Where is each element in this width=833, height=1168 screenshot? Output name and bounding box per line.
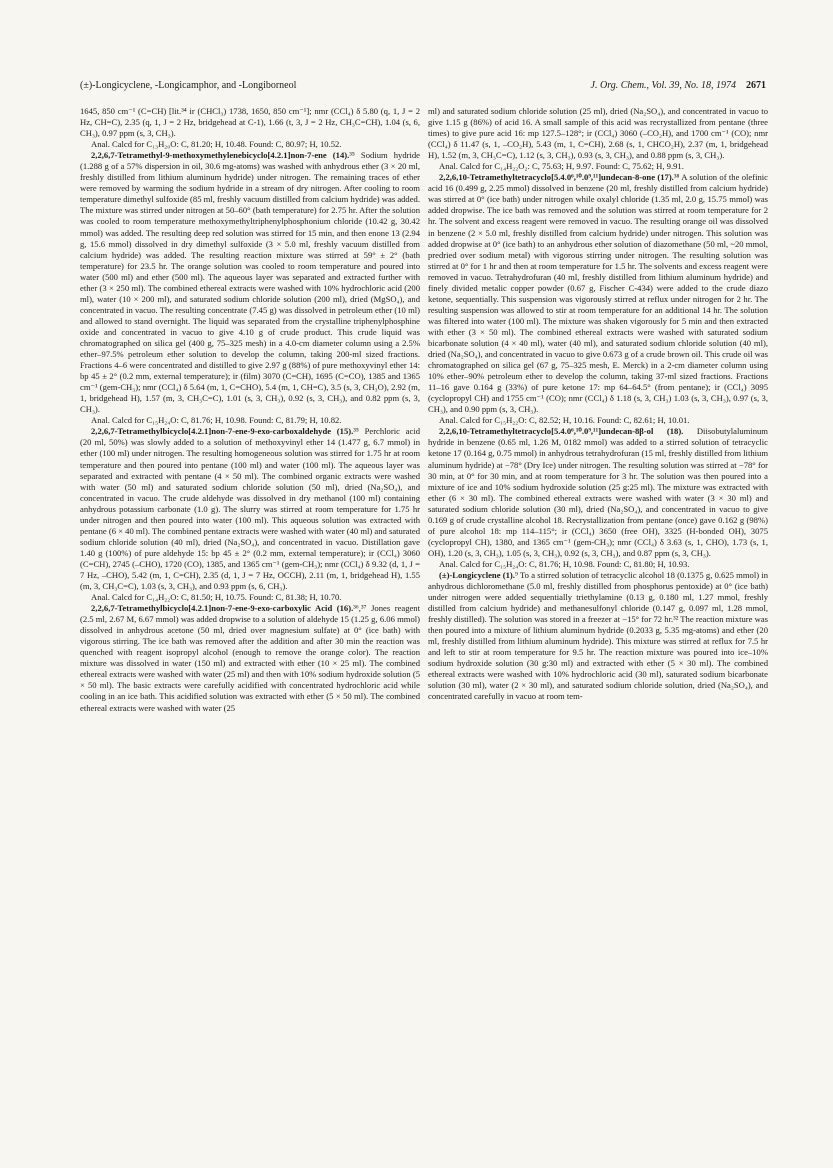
compound-heading: 2,2,6,10-Tetramethyltetracyclo[5.4.0⁶,¹⁰.0⁹,¹¹]undecan-8β-ol (18).	[439, 426, 684, 437]
journal-citation	[591, 78, 766, 94]
left-column	[80, 106, 420, 1136]
right-procedure-paragraph	[428, 570, 768, 703]
right-continued-paragraph: ml) and saturated sodium chloride solution (25 ml), dried (Na₂SO₄), and concentrated in vacuo to give 1.15 g (86%) of acid 16. A small sample of this acid was recrystallized from pentane (three times) to give pure acid 16: mp 127.5–128°; ir (CCl₄) 3060 (–CO₂H), and 1700 cm⁻¹ (CO); nmr (CCl₄) δ 11.47 (s, 1, –CO₂H), 5.43 (m, 1, C=CH), 2.68 (s, 1, CHCO₂H), 2.37 (m, 1, bridgehead H), 1.52 (m, 3, CH₃C=C), 1.12 (s, 3, CH₃), 0.93 (s, 3, CH₃), and 0.88 ppm (s, 3, CH₃).	[428, 106, 768, 161]
left-procedure-paragraph	[80, 150, 420, 415]
procedure-text: ³⁵ Perchloric acid (20 ml, 50%) was slowly added to a solution of methoxyvinyl ether 14 (1.477 g, 6.7 mmol) in ether (100 ml) under nitrogen. The resulting homogeneous solution was stirred for 1.75 hr at room temperature and then poured into pentane (100 ml) and water (100 ml). The aqueous layer was separated and extracted with pentane (4 × 50 ml). The combined organic extracts were washed with water (50 ml) and saturated sodium chloride solution (50 ml), dried (Na₂SO₄), and concentrated in vacuo. The crude aldehyde was dissolved in dry methanol (100 ml) containing anhydrous potassium carbonate (1.0 g). The slurry was stirred at room temperature for 1.75 hr under nitrogen and then poured into water (100 ml). This aqueous solution was extracted with pentane (6 × 40 ml). The combined pentane extracts were washed with water (40 ml) and saturated sodium chloride solution (40 ml), dried (Na₂SO₄), and concentrated in vacuo. Distillation gave 1.40 g (100%) of pure aldehyde 15: bp 45 ± 2° (0.2 mm, external temperature); ir (CCl₄) 3060 (C=CH), 2745 (–CHO), 1720 (CO), 1385, and 1365 cm⁻¹ (gem-CH₃); nmr (CCl₄) δ 9.32 (d, 1, J = 7 Hz, –CHO), 5.42 (m, 1, C=CH), 2.35 (d, 1, J = 7 Hz, OCCH), 2.11 (m, 1, bridgehead H), 1.55 (m, 3, CH₃C=C), 1.03 (s, 3, CH₃), and 0.93 ppm (s, 6, CH₃).	[80, 426, 420, 592]
journal-name: J. Org. Chem., Vol. 39, No. 18, 1974	[590, 80, 736, 91]
page-number: 2671	[746, 80, 766, 91]
running-title: (±)-Longicyclene, -Longicamphor, and -Longiborneol	[80, 80, 297, 91]
procedure-text: ³⁵ Sodium hydride (1.288 g of a 57% dispersion in oil, 30.6 mg-atoms) was washed with anhydrous ether (3 × 20 ml, freshly distilled from lithium aluminum hydride) under nitrogen. The remaining traces of ether were removed by warming the sodium hydride in a stream of dry nitrogen. After cooling to room temperature dimethyl sulfoxide (85 ml, freshly vacuum distilled from calcium hydride) was added. The mixture was stirred under nitrogen at 50–60° (bath temperature) for 2.75 hr. After the solution was cooled to room temperature methoxymethyltriphenylphosphonium chloride (10.42 g, 30.42 mmol) was added. The resulting deep red solution was stirred for 15 min, and then enone 13 (2.94 g, 15.6 mmol) dissolved in dry dimethyl sulfoxide (3 × 5.0 ml, freshly vacuum distilled from calcium hydride) was added. The resulting reaction mixture was stirred at 59° ± 2° (bath temperature) for 23.5 hr. The orange solution was cooled to room temperature and poured into water (500 ml) and ether (500 ml). The aqueous layer was separated and extracted further with ether (3 × 250 ml). The combined ethereal extracts were washed with 10% hydrochloric acid (200 ml), water (10 × 200 ml), and saturated sodium chloride solution (200 ml), dried (MgSO₄), and concentrated in vacuo. The resulting concentrate (7.45 g) was dissolved in petroleum ether (10 ml) and allowed to stand overnight. The liquid was separated from the crystalline triphenylphosphine oxide and concentrated in vacuo to give 4.10 g of crude product. This crude liquid was chromatographed on silica gel (400 g, 75–325 mesh) in a 4.0-cm diameter column using a 2.5% ether–97.5% petroleum ether solution to develop the column, taking 200-ml sized fractions. Fractions 4–6 were concentrated and distilled to give 2.97 g (88%) of pure methoxyvinyl ether 14: bp 45 ± 2° (0.2 mm, external temperature); ir (film) 3070 (C=CH), 1695 (C=CO), 1385 and 1365 cm⁻¹ (gem-CH₃); nmr (CCl₄) δ 5.64 (m, 1, C=CHO), 5.4 (m, 1, CH=C), 3.5 (s, 3, CH₃O), 2.92 (m, 1, bridgehead H), 1.57 (m, 3, CH₃C=C), 1.01 (s, 3, CH₃), 0.92 (s, 3, CH₃), and 0.82 ppm (s, 3, CH₃).	[80, 150, 420, 415]
left-procedure-paragraph	[80, 603, 420, 713]
compound-heading: 2,2,6,7-Tetramethylbicyclo[4.2.1]non-7-ene-9-exo-carboxylic Acid (16).	[91, 603, 354, 614]
right-analysis-paragraph: Anal. Calcd for C₁₄H₂₂O₂: C, 75.63; H, 9.97. Found: C, 75.62; H, 9.91.	[439, 161, 684, 172]
running-header	[80, 78, 766, 94]
left-procedure-paragraph	[80, 426, 420, 592]
compound-heading: 2,2,6,10-Tetramethyltetracyclo[5.4.0⁶,¹⁰.0⁹,¹¹]undecan-8-one (17).	[439, 172, 674, 183]
procedure-text: ⁹ To a stirred solution of tetracyclic alcohol 18 (0.1375 g, 0.625 mmol) in anhydrous dichloromethane (5.0 ml, freshly distilled from phosphorus pentoxide) at 0° (ice bath) under nitrogen were added sequentially triethylamine (0.13 g, 0.180 ml, 1.27 mmol, freshly distilled from calcium hydride) and methanesulfonyl chloride (0.147 g, 0.097 ml, 1.28 mmol, freshly distilled). The solution was stored in a freezer at −15° for 72 hr.³² The reaction mixture was then poured into a mixture of lithium aluminum hydride (0.2033 g, 5.35 mg-atoms) and ether (20 ml, freshly distilled from lithium aluminum hydride). This mixture was stirred at reflux for 7.5 hr and left to stir at room temperature for 9.5 hr. The reaction mixture was poured into ice–10% sodium hydroxide solution (30 g:30 ml) and extracted with ether (5 × 30 ml). The combined ethereal extracts were washed with 10% hydrochloric acid (30 ml), saturated sodium bicarbonate solution (30 ml), water (2 × 30 ml), and saturated sodium chloride solution, dried (Na₂SO₄), and concentrated carefully in vacuo at room tem-	[428, 569, 768, 702]
compound-heading: (±)-Longicyclene (1).	[439, 569, 515, 580]
compound-heading: 2,2,6,7-Tetramethyl-9-methoxymethylenebicyclo[4.2.1]non-7-ene (14).	[91, 150, 350, 161]
left-analysis-paragraph: Anal. Calcd for C₁₃H₂₀O: C, 81.20; H, 10.48. Found: C, 80.97; H, 10.52.	[91, 139, 342, 150]
right-analysis-paragraph: Anal. Calcd for C₁₅H₂₂O: C, 82.52; H, 10.16. Found: C, 82.61; H, 10.01.	[439, 415, 690, 426]
procedure-text: Diisobutylaluminum hydride in benzene (0.65 ml, 1.26 M, 0182 mmol) was added to a stirred solution of tetracyclic ketone 17 (0.164 g, 0.75 mmol) in anhydrous tetrahydrofuran (15 ml, freshly distilled from lithium aluminum hydride) at −78° (Dry Ice) under nitrogen. The resulting solution was stirred at −78° for 30 min, at 0° for 30 min, and at room temperature for 3 hr. The solution was then poured into a mixture of ice and 10% sodium hydroxide solution (25 g:25 ml). The mixture was extracted with ether (6 × 30 ml). The combined ethereal extracts were washed with water (3 × 30 ml) and saturated sodium chloride solution (30 ml), dried (Na₂SO₄), and concentrated in vacuo to give 0.169 g of crude crystalline alcohol 18. Recrystallization from pentane (once) gave 0.162 g (98%) of pure alcohol 18: mp 114–115°; ir (CCl₄) 3650 (free OH), 3325 (H-bonded OH), 3075 (cyclopropyl CH), 1380, and 1365 cm⁻¹ (gem-CH₃); nmr (CCl₄) δ 3.63 (s, 1, CHO), 1.73 (s, 1, OH), 1.20 (s, 3, CH₃), 1.05 (s, 3, CH₃), 0.92 (s, 3, CH₃), and 0.87 ppm (s, 3, CH₃).	[428, 426, 768, 558]
left-analysis-paragraph: Anal. Calcd for C₁₅H₂₄O: C, 81.76; H, 10.98. Found: C, 81.79; H, 10.82.	[91, 415, 342, 426]
left-continued-paragraph: 1645, 850 cm⁻¹ (C=CH) [lit.³⁴ ir (CHCl₃) 1738, 1650, 850 cm⁻¹]; nmr (CCl₄) δ 5.80 (q, 1, J = 2 Hz, CH=C), 2.35 (q, 1, J = 2 Hz, bridgehead at C-1), 1.66 (t, 3, J = 2 Hz, CH₃C=CH), 1.04 (s, 6, CH₃), 0.97 ppm (s, 3, CH₃).	[80, 106, 420, 139]
compound-heading: 2,2,6,7-Tetramethylbicyclo[4.2.1]non-7-ene-9-exo-carboxaldehyde (15).	[91, 426, 354, 437]
procedure-text: ³⁸ A solution of the olefinic acid 16 (0.499 g, 2.25 mmol) dissolved in benzene (20 ml, freshly distilled from calcium hydride) was stirred at 0° (ice bath) under nitrogen while oxalyl chloride (1.35 ml, 2.0 g, 15.75 mmol) was added dropwise. The ice bath was removed and the solution was stirred at room temperature for 2 hr. The solvent and excess reagent were removed in vacuo. The resulting orange oil was dissolved in benzene (2 × 5.0 ml, freshly distilled from calcium hydride) under nitrogen. This solution was added dropwise at 0° (ice bath) to an anhydrous ether solution of diazomethane (50 ml, ~20 mmol, predried over sodium metal) with vigorous stirring under nitrogen. The resulting solution was stirred at 0° for 1 hr and then at room temperature for 1.5 hr. The solvents and excess reagent were removed in vacuo. Tetrahydrofuran (40 ml, freshly distilled from lithium aluminum hydride) and finely divided metalic copper powder (0.67 g, Fischer C-434) were added to the crude diazo ketone, sequentially. This suspension was vigorously stirred at reflux under nitrogen for 2 hr. The resulting suspension was allowed to stir at room temperature for an additional 14 hr. The solution was filtered into water (100 ml). The mixture was shaken vigorously for 5 min and then extracted with ether (3 × 50 ml). The combined ethereal extracts were washed with saturated sodium bicarbonate solution (4 × 40 ml), water (40 ml), and saturated sodium chloride solution (40 ml), dried (Na₂SO₄), and concentrated in vacuo to give 0.673 g of a crude brown oil. This crude oil was chromatographed on silica gel (67 g, 75–325 mesh, E. Merck) in a 2-cm diameter column using 10% ether–90% petroleum ether to develop the column, taking 37-ml sized fractions. Fractions 11–16 gave 0.164 g (33%) of pure ketone 17: mp 64–64.5° (from pentane); ir (CCl₄) 3095 (cyclopropyl CH) and 1755 cm⁻¹ (CO); nmr (CCl₄) δ 1.18 (s, 3, CH₃) 1.03 (s, 3, CH₃), 0.97 (s, 3, CH₃), and 0.90 ppm (s, 3, CH₃).	[428, 172, 768, 415]
right-procedure-paragraph	[428, 172, 768, 415]
right-analysis-paragraph: Anal. Calcd for C₁₅H₂₄O: C, 81.76; H, 10.98. Found: C, 81.80; H, 10.93.	[439, 558, 690, 569]
right-column	[428, 106, 768, 1136]
right-procedure-paragraph	[428, 426, 768, 559]
procedure-text: ³⁶,³⁷ Jones reagent (2.5 ml, 2.67 M, 6.67 mmol) was added dropwise to a solution of aldehyde 15 (1.25 g, 6.06 mmol) dissolved in anhydrous acetone (50 ml, dried over magnesium sulfate) at 0° (ice bath) with vigorous stirring. The ice bath was removed after the addition and after 30 min the reaction was quenched with reagent isopropyl alcohol (enough to remove the orange color). The reaction mixture was dissolved in water (150 ml) and extracted with ether (10 × 25 ml). The combined ethereal extracts were washed with water (25 ml) and then with 10% sodium hydroxide solution (5 × 50 ml). The basic extracts were carefully acidified with concentrated hydrochloric acid while cooling in an ice bath. This acidified solution was extracted with ether (5 × 50 ml). The combined ethereal extracts were washed with water (25	[80, 603, 420, 713]
left-analysis-paragraph: Anal. Calcd for C₁₄H₂₂O: C, 81.50; H, 10.75. Found: C, 81.38; H, 10.70.	[91, 592, 342, 603]
